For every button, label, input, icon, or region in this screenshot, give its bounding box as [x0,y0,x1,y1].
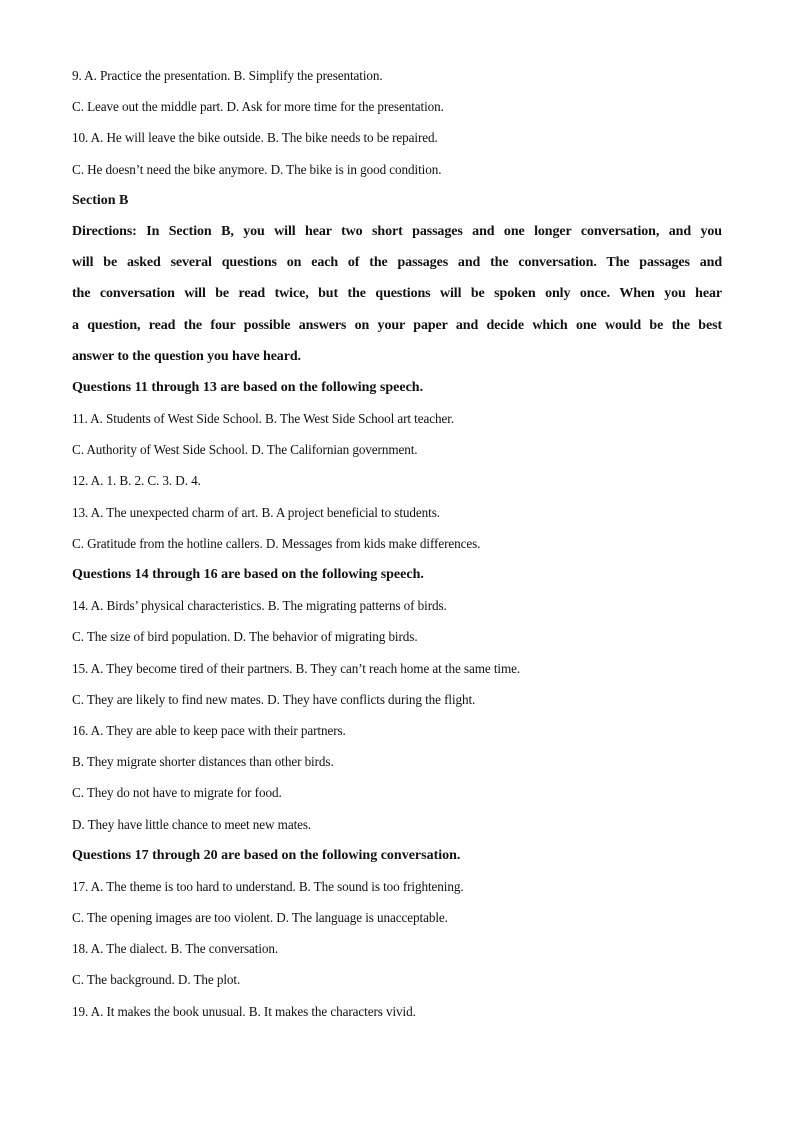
directions-line: will be asked several questions on each of the passages and the conversation. The passages and [72,255,722,271]
option-line: C. They are likely to find new mates. D. They have conflicts during the flight. [72,691,476,707]
option-line: C. The size of bird population. D. The behavior of migrating birds. [72,629,418,645]
option-line: C. Authority of West Side School. D. The Californian government. [72,442,418,458]
option-line-10ab: 10. A. He will leave the bike outside. B. The bike needs to be repaired. [72,130,438,146]
directions-paragraph [72,220,722,376]
option-line: 16. A. They are able to keep pace with their partners. [72,722,346,738]
option-line-10cd: C. He doesn’t need the bike anymore. D. The bike is in good condition. [72,161,442,177]
option-line: 17. A. The theme is too hard to understand. B. The sound is too frightening. [72,878,464,894]
option-line: C. The background. D. The plot. [72,972,241,988]
option-line: 11. A. Students of West Side School. B. The West Side School art teacher. [72,411,455,427]
exam-page [72,64,722,1031]
option-line-9cd: C. Leave out the middle part. D. Ask for more time for the presentation. [72,99,444,115]
option-line-9ab: 9. A. Practice the presentation. B. Simplify the presentation. [72,68,383,83]
section-title: Section B [72,192,129,208]
option-line: 12. A. 1. B. 2. C. 3. D. 4. [72,473,201,489]
directions-line: the conversation will be read twice, but the questions will be spoken only once. When you hear [72,286,722,302]
option-line: 18. A. The dialect. B. The conversation. [72,941,279,957]
option-line: 13. A. The unexpected charm of art. B. A project beneficial to students. [72,504,440,520]
option-line: D. They have little chance to meet new mates. [72,816,312,832]
question-group-heading: Questions 17 through 20 are based on the following conversation. [72,847,461,863]
option-line: C. Gratitude from the hotline callers. D. Messages from kids make differences. [72,535,481,551]
directions-line: Directions: In Section B, you will hear two short passages and one longer conversation, and you [72,223,722,239]
option-line: 14. A. Birds’ physical characteristics. B. The migrating patterns of birds. [72,598,447,614]
directions-line: a question, read the four possible answers on your paper and decide which one would be the best [72,317,722,333]
option-line: C. They do not have to migrate for food. [72,785,282,801]
option-line: 19. A. It makes the book unusual. B. It makes the characters vivid. [72,1003,416,1019]
question-group-heading: Questions 14 through 16 are based on the following speech. [72,567,424,582]
option-line: C. The opening images are too violent. D. The language is unacceptable. [72,910,448,926]
question-group-heading: Questions 11 through 13 are based on the following speech. [72,379,424,395]
directions-line: answer to the question you have heard. [72,348,301,364]
option-line: B. They migrate shorter distances than other birds. [72,754,334,770]
option-line: 15. A. They become tired of their partners. B. They can’t reach home at the same time. [72,660,521,676]
